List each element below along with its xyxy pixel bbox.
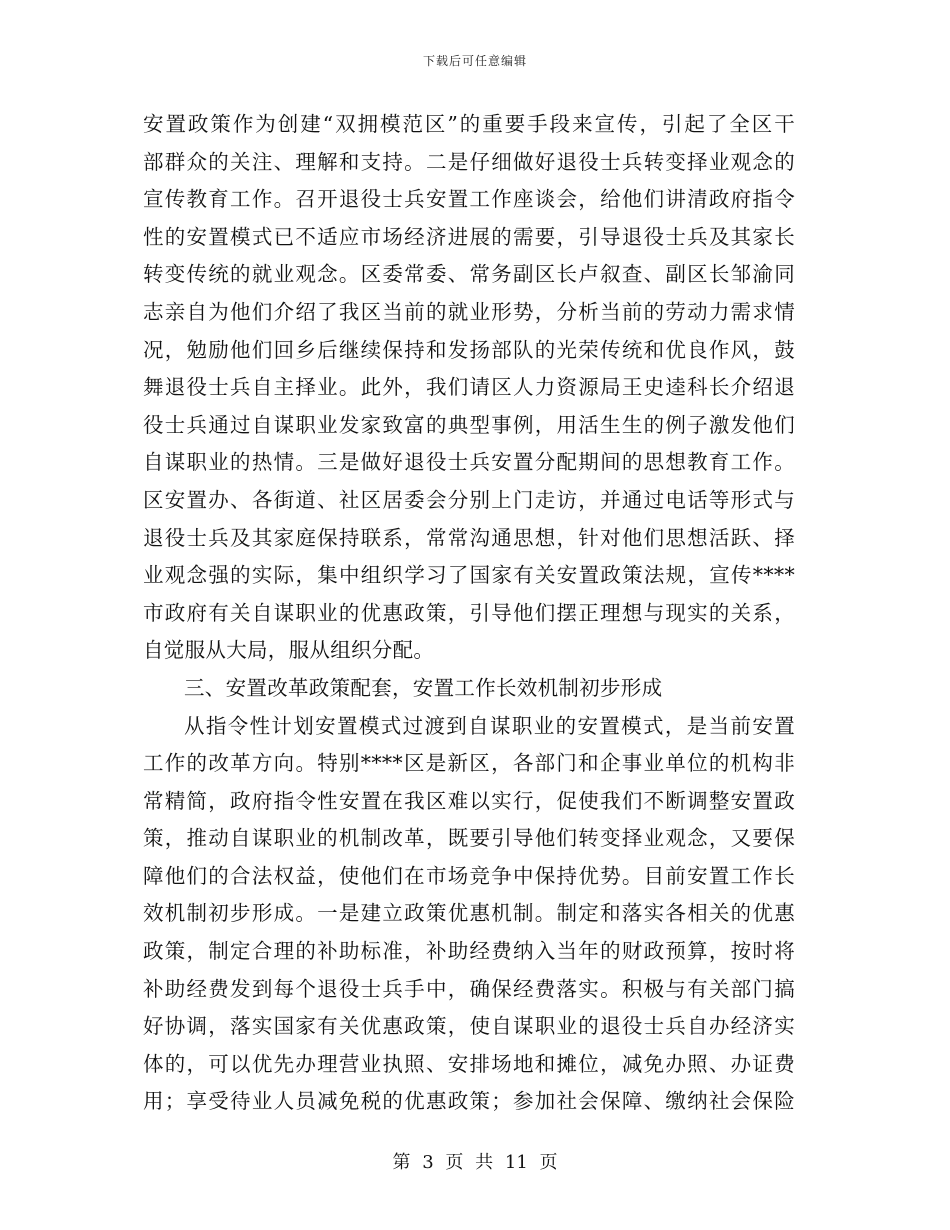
- page-footer: [0, 1148, 950, 1174]
- text-line: 效机制初步形成。一是建立政策优惠机制。制定和落实各相关的优惠: [143, 901, 795, 926]
- text-line: 补助经费发到每个退役士兵手中，确保经费落实。积极与有关部门搞: [143, 976, 795, 1001]
- text-line: 役士兵通过自谋职业发家致富的典型事例，用活生生的例子激发他们: [143, 412, 795, 437]
- text-line: 宣传教育工作。召开退役士兵安置工作座谈会，给他们讲清政府指令: [143, 187, 795, 212]
- text-line: 业观念强的实际，集中组织学习了国家有关安置政策法规，宣传****: [143, 563, 795, 588]
- page-number-current: 3: [422, 1152, 434, 1173]
- page-number-total: 11: [504, 1152, 528, 1173]
- text-line: 转变传统的就业观念。区委常委、常务副区长卢叙查、副区长邹渝同: [143, 262, 795, 287]
- text-line: 志亲自为他们介绍了我区当前的就业形势，分析当前的劳动力需求情: [143, 299, 795, 324]
- text-line: 区安置办、各街道、社区居委会分别上门走访，并通过电话等形式与: [143, 487, 795, 512]
- paragraph-first-line: 从指令性计划安置模式过渡到自谋职业的安置模式，是当前安置: [184, 713, 795, 738]
- text-line: 障他们的合法权益，使他们在市场竞争中保持优势。目前安置工作长: [143, 863, 795, 888]
- page-label-mid: 页: [445, 1152, 464, 1173]
- text-line: 市政府有关自谋职业的优惠政策，引导他们摆正理想与现实的关系，: [143, 600, 795, 625]
- text-line: 性的安置模式已不适应市场经济进展的需要，引导退役士兵及其家长: [143, 224, 795, 249]
- text-line: 退役士兵及其家庭保持联系，常常沟通思想，针对他们思想活跃、择: [143, 525, 795, 550]
- text-line: 策，推动自谋职业的机制改革，既要引导他们转变择业观念，又要保: [143, 826, 795, 851]
- page-label-suffix: 页: [539, 1152, 558, 1173]
- text-line: 体的，可以优先办理营业执照、安排场地和摊位，减免办照、办证费: [143, 1051, 795, 1076]
- page-label-prefix: 第: [392, 1152, 411, 1173]
- text-line: 工作的改革方向。特别****区是新区，各部门和企事业单位的机构非: [143, 751, 795, 776]
- text-line: 自觉服从大局，服从组织分配。: [143, 638, 435, 663]
- text-line: 自谋职业的热情。三是做好退役士兵安置分配期间的思想教育工作。: [143, 450, 795, 475]
- section-heading: 三、安置改革政策配套，安置工作长效机制初步形成: [184, 675, 663, 700]
- text-line: 安置政策作为创建“双拥模范区”的重要手段来宣传，引起了全区干: [143, 112, 795, 136]
- body-text: [143, 106, 795, 1121]
- text-line: 政策，制定合理的补助标准，补助经费纳入当年的财政预算，按时将: [143, 939, 795, 964]
- header-note: 下载后可任意编辑: [422, 54, 527, 68]
- text-line: 况，勉励他们回乡后继续保持和发扬部队的光荣传统和优良作风，鼓: [143, 337, 795, 362]
- text-line: 用；享受待业人员减免税的优惠政策；参加社会保障、缴纳社会保险: [143, 1089, 795, 1114]
- text-line: 舞退役士兵自主择业。此外，我们请区人力资源局王史逵科长介绍退: [143, 375, 795, 400]
- text-line: 常精简，政府指令性安置在我区难以实行，促使我们不断调整安置政: [143, 788, 795, 813]
- text-line: 部群众的关注、理解和支持。二是仔细做好退役士兵转变择业观念的: [143, 149, 795, 174]
- page-label-total-prefix: 共: [475, 1152, 494, 1173]
- text-line: 好协调，落实国家有关优惠政策，使自谋职业的退役士兵自办经济实: [143, 1014, 795, 1039]
